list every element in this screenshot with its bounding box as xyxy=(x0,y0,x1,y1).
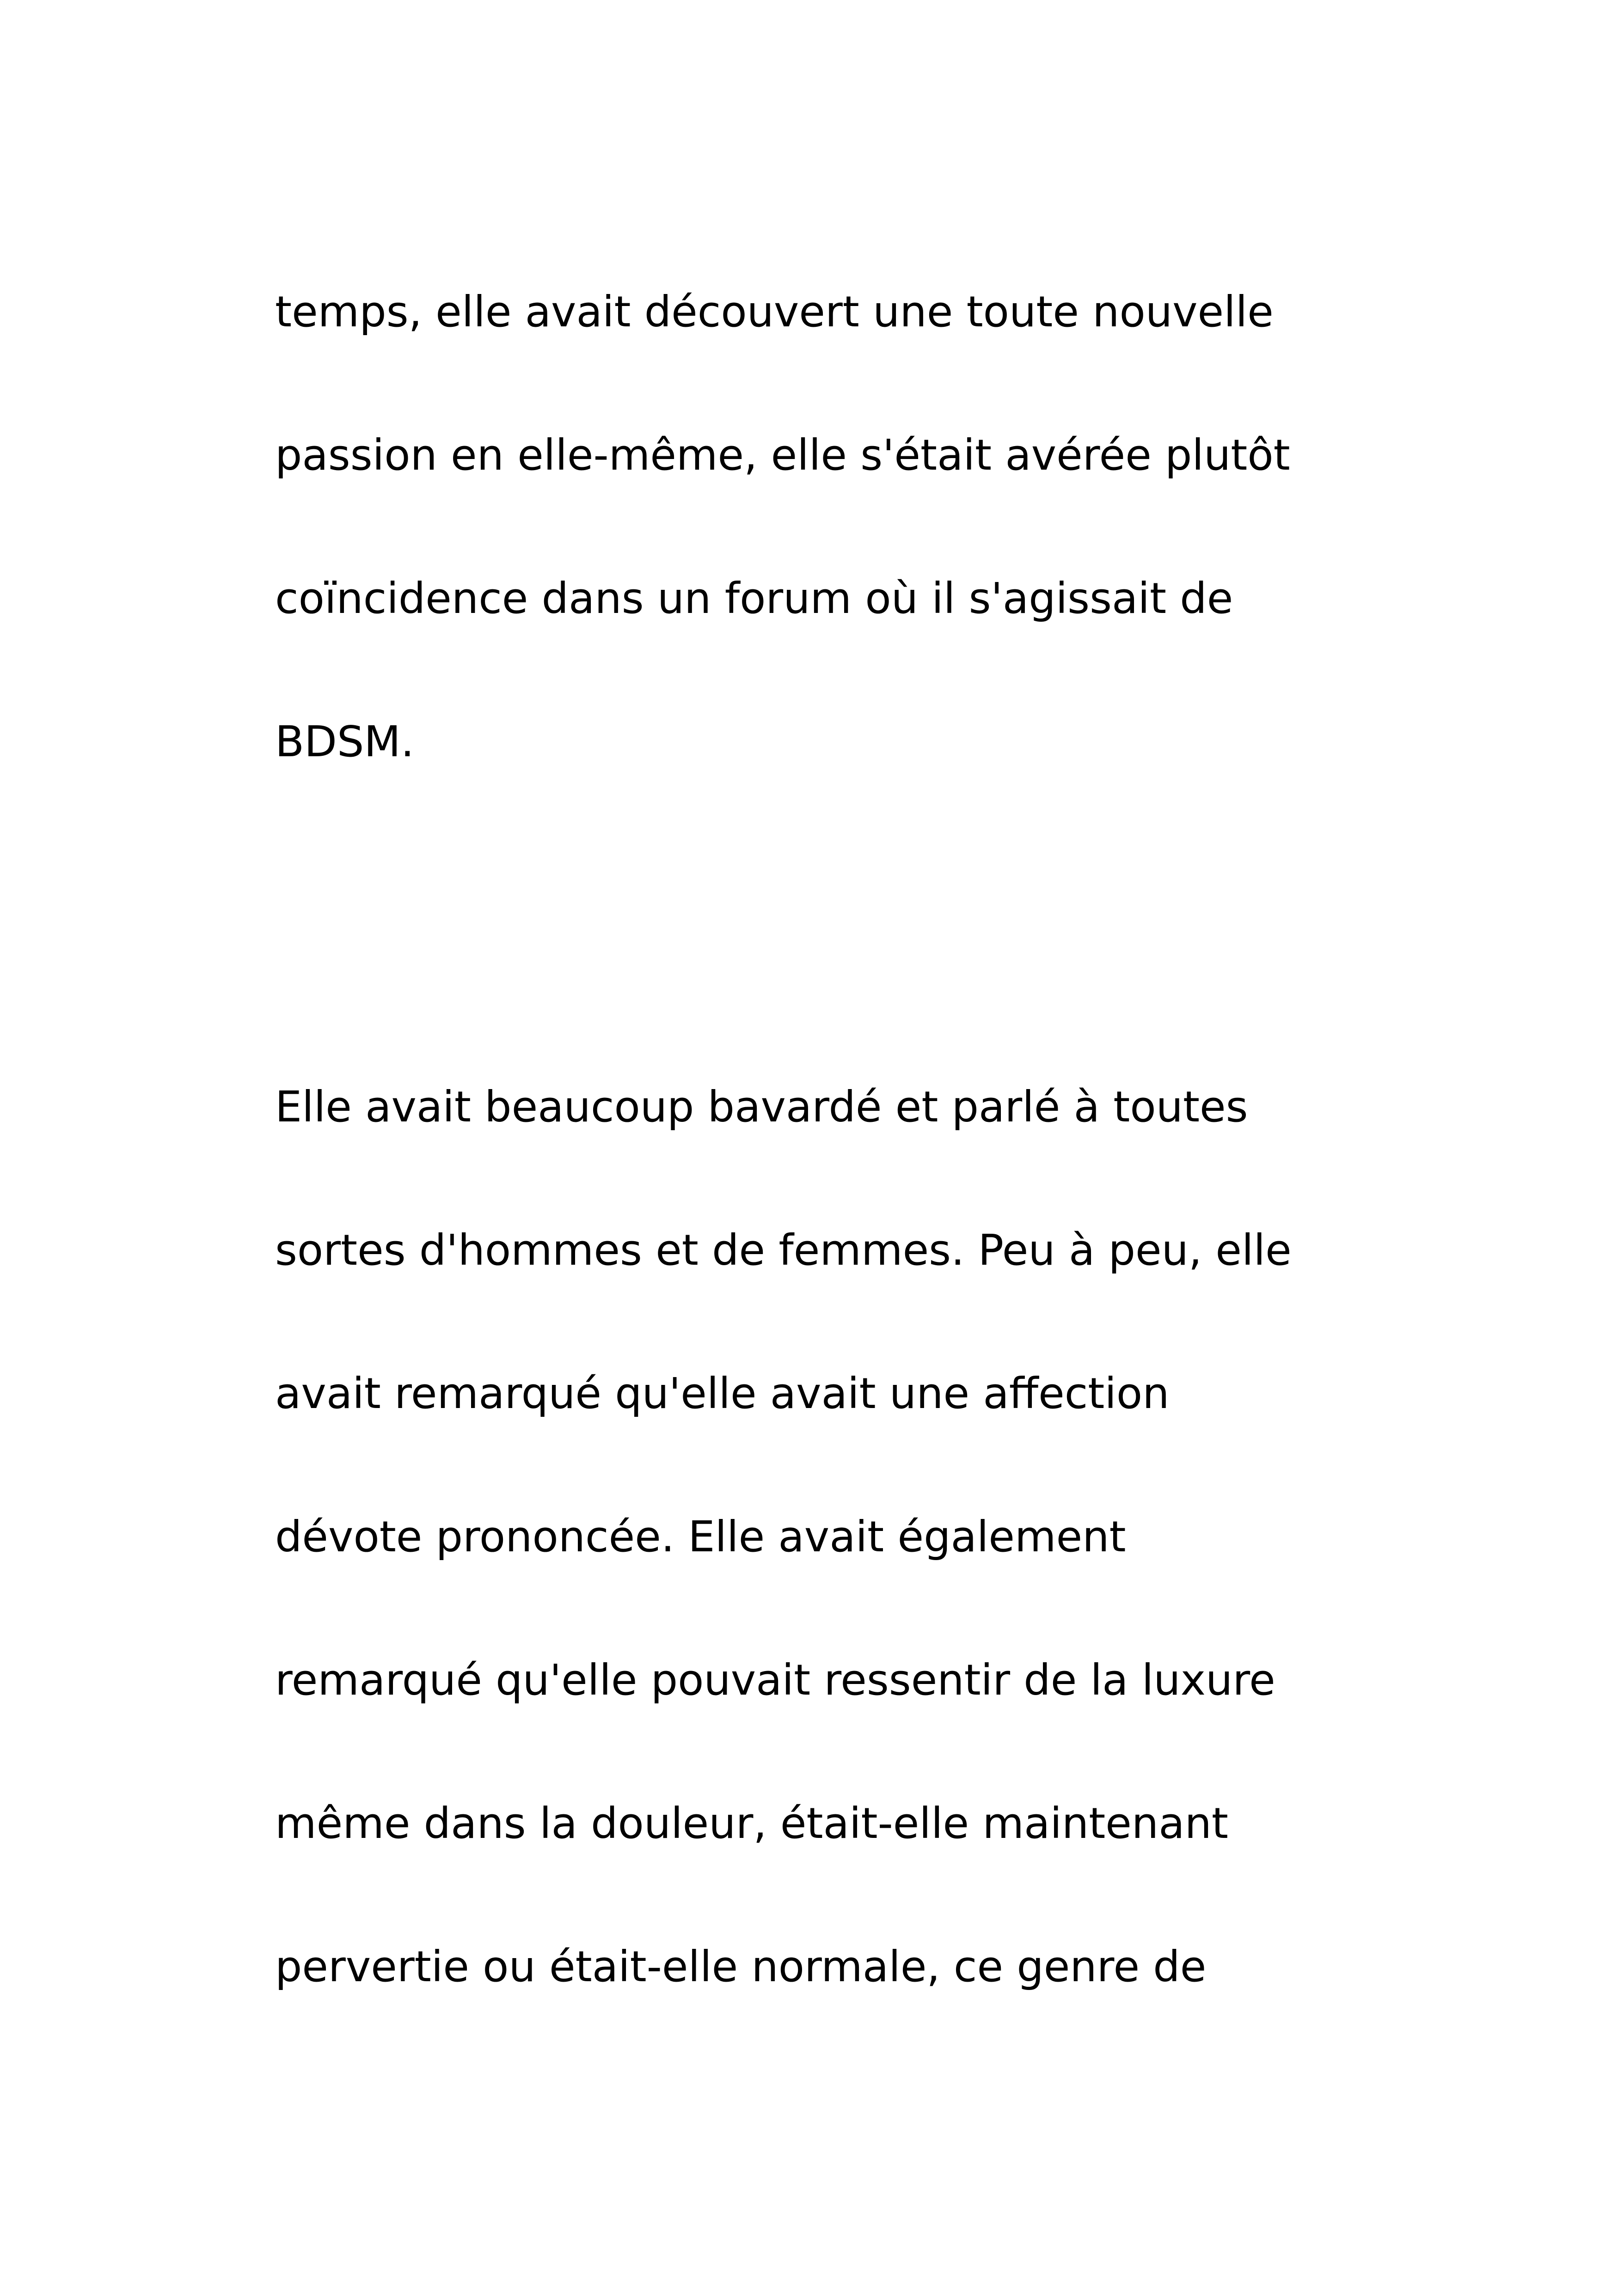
text-line: passion en elle-même, elle s'était avérée plutôt xyxy=(275,430,1290,480)
text-line: dévote prononcée. Elle avait également xyxy=(275,1512,1126,1561)
text-line: remarqué qu'elle pouvait ressentir de la luxure xyxy=(275,1655,1275,1705)
text-line: Elle avait beaucoup bavardé et parlé à toutes xyxy=(275,1082,1248,1132)
paragraph-2 xyxy=(275,1035,1477,2039)
text-line: temps, elle avait découvert une toute nouvelle xyxy=(275,287,1274,337)
text-line: même dans la douleur, était-elle maintenant xyxy=(275,1799,1228,1848)
text-line: coïncidence dans un forum où il s'agissait de xyxy=(275,574,1233,623)
text-line: avait remarqué qu'elle avait une affection xyxy=(275,1369,1170,1418)
text-line: sortes d'hommes et de femmes. Peu à peu, elle xyxy=(275,1225,1292,1275)
text-line: BDSM. xyxy=(275,717,414,766)
text-line: pervertie ou était-elle normale, ce genre de xyxy=(275,1942,1207,1991)
paragraph-1 xyxy=(275,240,1477,814)
